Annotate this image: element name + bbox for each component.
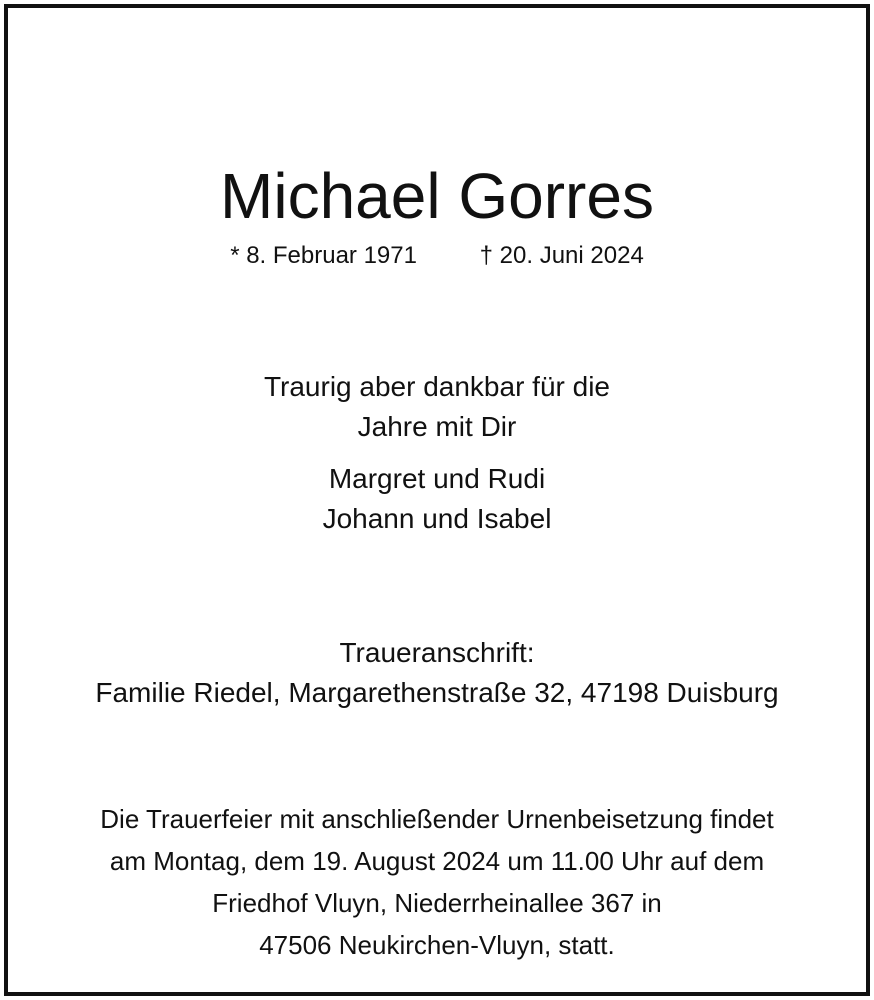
ceremony-line-2: am Montag, dem 19. August 2024 um 11.00 Uhr auf dem	[109, 846, 765, 876]
life-dates	[8, 240, 866, 272]
ceremony-line-1: Die Trauerfeier mit anschließender Urnenbeisetzung findet	[100, 804, 774, 834]
obituary-frame	[4, 4, 870, 996]
mourners-line-2: Johann und Isabel	[322, 503, 552, 534]
deceased-name: Michael Gorres	[220, 160, 654, 232]
address: Familie Riedel, Margarethenstraße 32, 47198 Duisburg	[95, 677, 779, 708]
verse-line-1: Traurig aber dankbar für die	[263, 371, 611, 402]
birth-date: * 8. Februar 1971	[230, 242, 417, 269]
death-date: † 20. Juni 2024	[479, 242, 644, 269]
ceremony-line-3: Friedhof Vluyn, Niederrheinallee 367 in	[212, 888, 662, 918]
mourners-line-1: Margret und Rudi	[328, 463, 546, 494]
address-label: Traueranschrift:	[339, 637, 535, 668]
verse-line-2: Jahre mit Dir	[357, 411, 517, 442]
ceremony-line-4: 47506 Neukirchen-Vluyn, statt.	[259, 930, 615, 960]
